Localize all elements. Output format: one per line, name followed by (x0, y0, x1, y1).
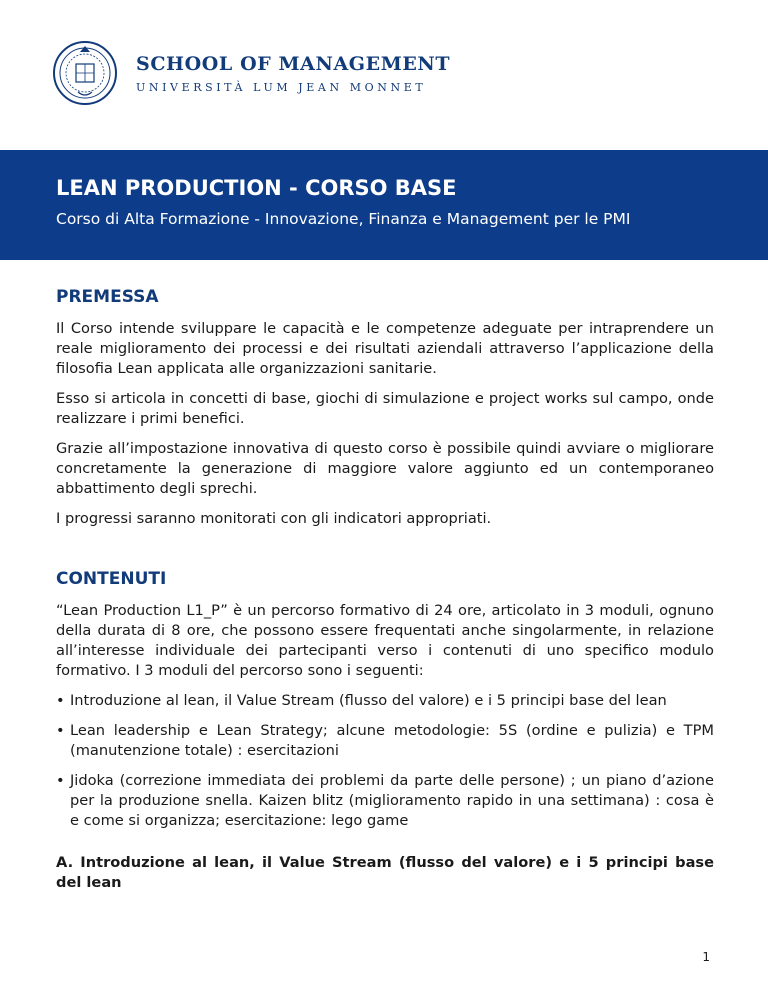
page-number: 1 (702, 950, 710, 964)
list-item-text: Lean leadership e Lean Strategy; alcune metodologie: 5S (ordine e pulizia) e TPM (manutenzione totale) : esercitazioni (70, 722, 714, 759)
university-seal-icon (52, 40, 118, 106)
list-item-text: Jidoka (correzione immediata dei problemi da parte delle persone) ; un piano d’azione per la produzione snella. Kaizen blitz (miglioramento rapido in una settimana) : cosa è e come si organizza; esercitazione: lego game (70, 772, 714, 829)
list-item (56, 691, 714, 711)
premessa-paragraph: Esso si articola in concetti di base, giochi di simulazione e project works sul campo, onde realizzare i primi benefici. (56, 390, 714, 427)
list-item (56, 721, 714, 761)
contenuti-intro: “Lean Production L1_P” è un percorso formativo di 24 ore, articolato in 3 moduli, ognuno della durata di 8 ore, che possono essere frequentati anche singolarmente, in relazione all’interesse individuale dei partecipanti verso i contenuti di uno specifico modulo formativo. I 3 moduli del percorso sono i seguenti: (56, 602, 714, 679)
course-subtitle: Corso di Alta Formazione - Innovazione, Finanza e Management per le PMI (56, 210, 631, 228)
module-a-heading: A. Introduzione al lean, il Value Stream (flusso del valore) e i 5 principi base del lean (56, 854, 714, 891)
course-title: LEAN PRODUCTION - CORSO BASE (56, 176, 457, 200)
premessa-paragraph: I progressi saranno monitorati con gli indicatori appropriati. (56, 510, 492, 527)
premessa-paragraph: Grazie all’impostazione innovativa di questo corso è possibile quindi avviare o migliorare concretamente la generazione di maggiore valore aggiunto ed un contemporaneo abbattimento degli sprechi. (56, 440, 714, 497)
document-body (56, 287, 714, 903)
school-name: SCHOOL OF MANAGEMENT (136, 52, 451, 75)
university-name: UNIVERSITÀ LUM JEAN MONNET (136, 80, 427, 94)
list-item-text: Introduzione al lean, il Value Stream (flusso del valore) e i 5 principi base del lean (70, 692, 667, 709)
bullet: • (56, 772, 65, 789)
contenuti-heading: CONTENUTI (56, 569, 167, 589)
list-item (56, 771, 714, 831)
header-logo (52, 40, 450, 106)
module-list (56, 691, 714, 831)
title-banner (0, 150, 768, 260)
premessa-heading: PREMESSA (56, 287, 159, 307)
bullet: • (56, 692, 65, 709)
premessa-paragraph: Il Corso intende sviluppare le capacità e le competenze adeguate per intraprendere un reale miglioramento dei processi e dei risultati aziendali attraverso l’applicazione della filosofia Lean applicata alle organizzazioni sanitarie. (56, 320, 714, 377)
bullet: • (56, 722, 65, 739)
